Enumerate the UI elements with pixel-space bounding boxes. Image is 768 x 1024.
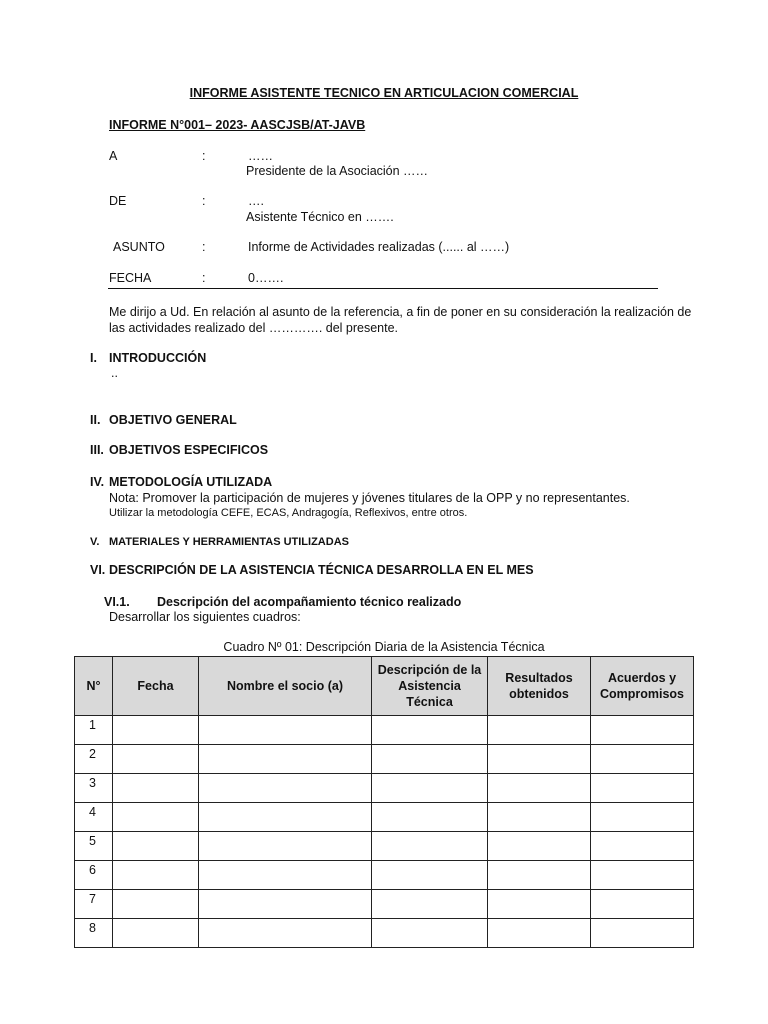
cell-resultados (488, 774, 591, 803)
report-number: INFORME N°001– 2023- AASCJSB/AT-JAVB (109, 118, 366, 132)
header-descripcion: Descripción de la Asistencia Técnica (372, 657, 488, 716)
de-colon: : (202, 194, 206, 208)
cell-descripcion (372, 890, 488, 919)
section-3-title: OBJETIVOS ESPECIFICOS (109, 443, 269, 457)
section-5-number: V. (90, 536, 100, 548)
row-number: 1 (75, 716, 113, 745)
cell-nombre (199, 774, 372, 803)
cell-resultados (488, 890, 591, 919)
cell-nombre (199, 861, 372, 890)
cell-fecha (113, 774, 199, 803)
intro-line-1: Me dirijo a Ud. En relación al asunto de la referencia, a fin de poner en su consideración la realización de (109, 305, 692, 319)
table-row (75, 716, 694, 745)
section-3-number: III. (90, 443, 104, 457)
cell-nombre (199, 803, 372, 832)
section-6-number: VI. (90, 563, 106, 577)
cell-fecha (113, 745, 199, 774)
cell-resultados (488, 832, 591, 861)
row-number: 2 (75, 745, 113, 774)
asunto-label: ASUNTO (113, 240, 165, 254)
cell-nombre (199, 890, 372, 919)
row-number: 8 (75, 919, 113, 948)
section-4-note-2: Utilizar la metodología CEFE, ECAS, Andragogía, Reflexivos, entre otros. (109, 507, 468, 519)
row-number: 3 (75, 774, 113, 803)
table-row (75, 861, 694, 890)
cell-resultados (488, 861, 591, 890)
cell-resultados (488, 803, 591, 832)
cell-nombre (199, 716, 372, 745)
header-fecha: Fecha (113, 657, 199, 716)
cell-acuerdos (591, 803, 694, 832)
cell-descripcion (372, 745, 488, 774)
section-1-number: I. (90, 351, 97, 365)
header-nombre-socio: Nombre el socio (a) (199, 657, 372, 716)
document-title: INFORME ASISTENTE TECNICO EN ARTICULACION COMERCIAL (189, 86, 579, 100)
header-number: N° (75, 657, 113, 716)
table-row (75, 774, 694, 803)
cell-nombre (199, 919, 372, 948)
section-2-number: II. (90, 413, 101, 427)
a-value-1: …… (248, 149, 273, 163)
cell-descripcion (372, 716, 488, 745)
fecha-colon: : (202, 271, 206, 285)
cell-acuerdos (591, 919, 694, 948)
row-number: 7 (75, 890, 113, 919)
cell-resultados (488, 745, 591, 774)
row-number: 5 (75, 832, 113, 861)
table-row (75, 803, 694, 832)
cell-acuerdos (591, 832, 694, 861)
subsection-6-1-number: VI.1. (104, 595, 130, 609)
cell-resultados (488, 919, 591, 948)
section-4-note-1: Nota: Promover la participación de mujeres y jóvenes titulares de la OPP y no representantes. (109, 491, 630, 505)
section-2-title: OBJETIVO GENERAL (109, 413, 237, 427)
cell-nombre (199, 832, 372, 861)
asunto-colon: : (202, 240, 206, 254)
table-row (75, 919, 694, 948)
a-label: A (109, 149, 118, 163)
section-4-title: METODOLOGÍA UTILIZADA (109, 475, 273, 489)
de-label: DE (109, 194, 127, 208)
table-row (75, 890, 694, 919)
cell-fecha (113, 803, 199, 832)
cell-acuerdos (591, 890, 694, 919)
cell-descripcion (372, 919, 488, 948)
cell-acuerdos (591, 716, 694, 745)
table-row (75, 832, 694, 861)
cell-fecha (113, 861, 199, 890)
cell-fecha (113, 716, 199, 745)
subsection-6-1-title: Descripción del acompañamiento técnico realizado (157, 595, 462, 609)
fecha-label: FECHA (109, 271, 152, 285)
fecha-value: 0……. (248, 271, 284, 285)
section-6-title: DESCRIPCIÓN DE LA ASISTENCIA TÉCNICA DESARROLLA EN EL MES (109, 563, 534, 577)
cell-nombre (199, 745, 372, 774)
section-1-body: .. (111, 366, 118, 380)
cell-descripcion (372, 832, 488, 861)
a-colon: : (202, 149, 206, 163)
cell-descripcion (372, 861, 488, 890)
row-number: 6 (75, 861, 113, 890)
a-value-2: Presidente de la Asociación …… (246, 164, 429, 178)
row-number: 4 (75, 803, 113, 832)
cell-fecha (113, 890, 199, 919)
assistance-table (74, 656, 694, 948)
de-value-2: Asistente Técnico en ……. (246, 210, 394, 224)
section-1-title: INTRODUCCIÓN (109, 351, 207, 365)
section-4-number: IV. (90, 475, 105, 489)
cell-descripcion (372, 803, 488, 832)
asunto-value: Informe de Actividades realizadas (...... al ……) (248, 240, 510, 254)
cell-fecha (113, 832, 199, 861)
cell-acuerdos (591, 774, 694, 803)
cell-fecha (113, 919, 199, 948)
section-5-title: MATERIALES Y HERRAMIENTAS UTILIZADAS (109, 536, 349, 548)
header-resultados: Resultados obtenidos (488, 657, 591, 716)
table-row (75, 745, 694, 774)
cell-acuerdos (591, 745, 694, 774)
table-caption: Cuadro Nº 01: Descripción Diaria de la Asistencia Técnica (223, 640, 545, 654)
table-header-row (75, 657, 694, 716)
intro-line-2: las actividades realizado del …………. del presente. (109, 321, 399, 335)
cell-resultados (488, 716, 591, 745)
header-acuerdos: Acuerdos y Compromisos (591, 657, 694, 716)
header-divider (108, 288, 658, 289)
subsection-6-1-body: Desarrollar los siguientes cuadros: (109, 610, 301, 624)
cell-acuerdos (591, 861, 694, 890)
cell-descripcion (372, 774, 488, 803)
de-value-1: …. (248, 194, 264, 208)
